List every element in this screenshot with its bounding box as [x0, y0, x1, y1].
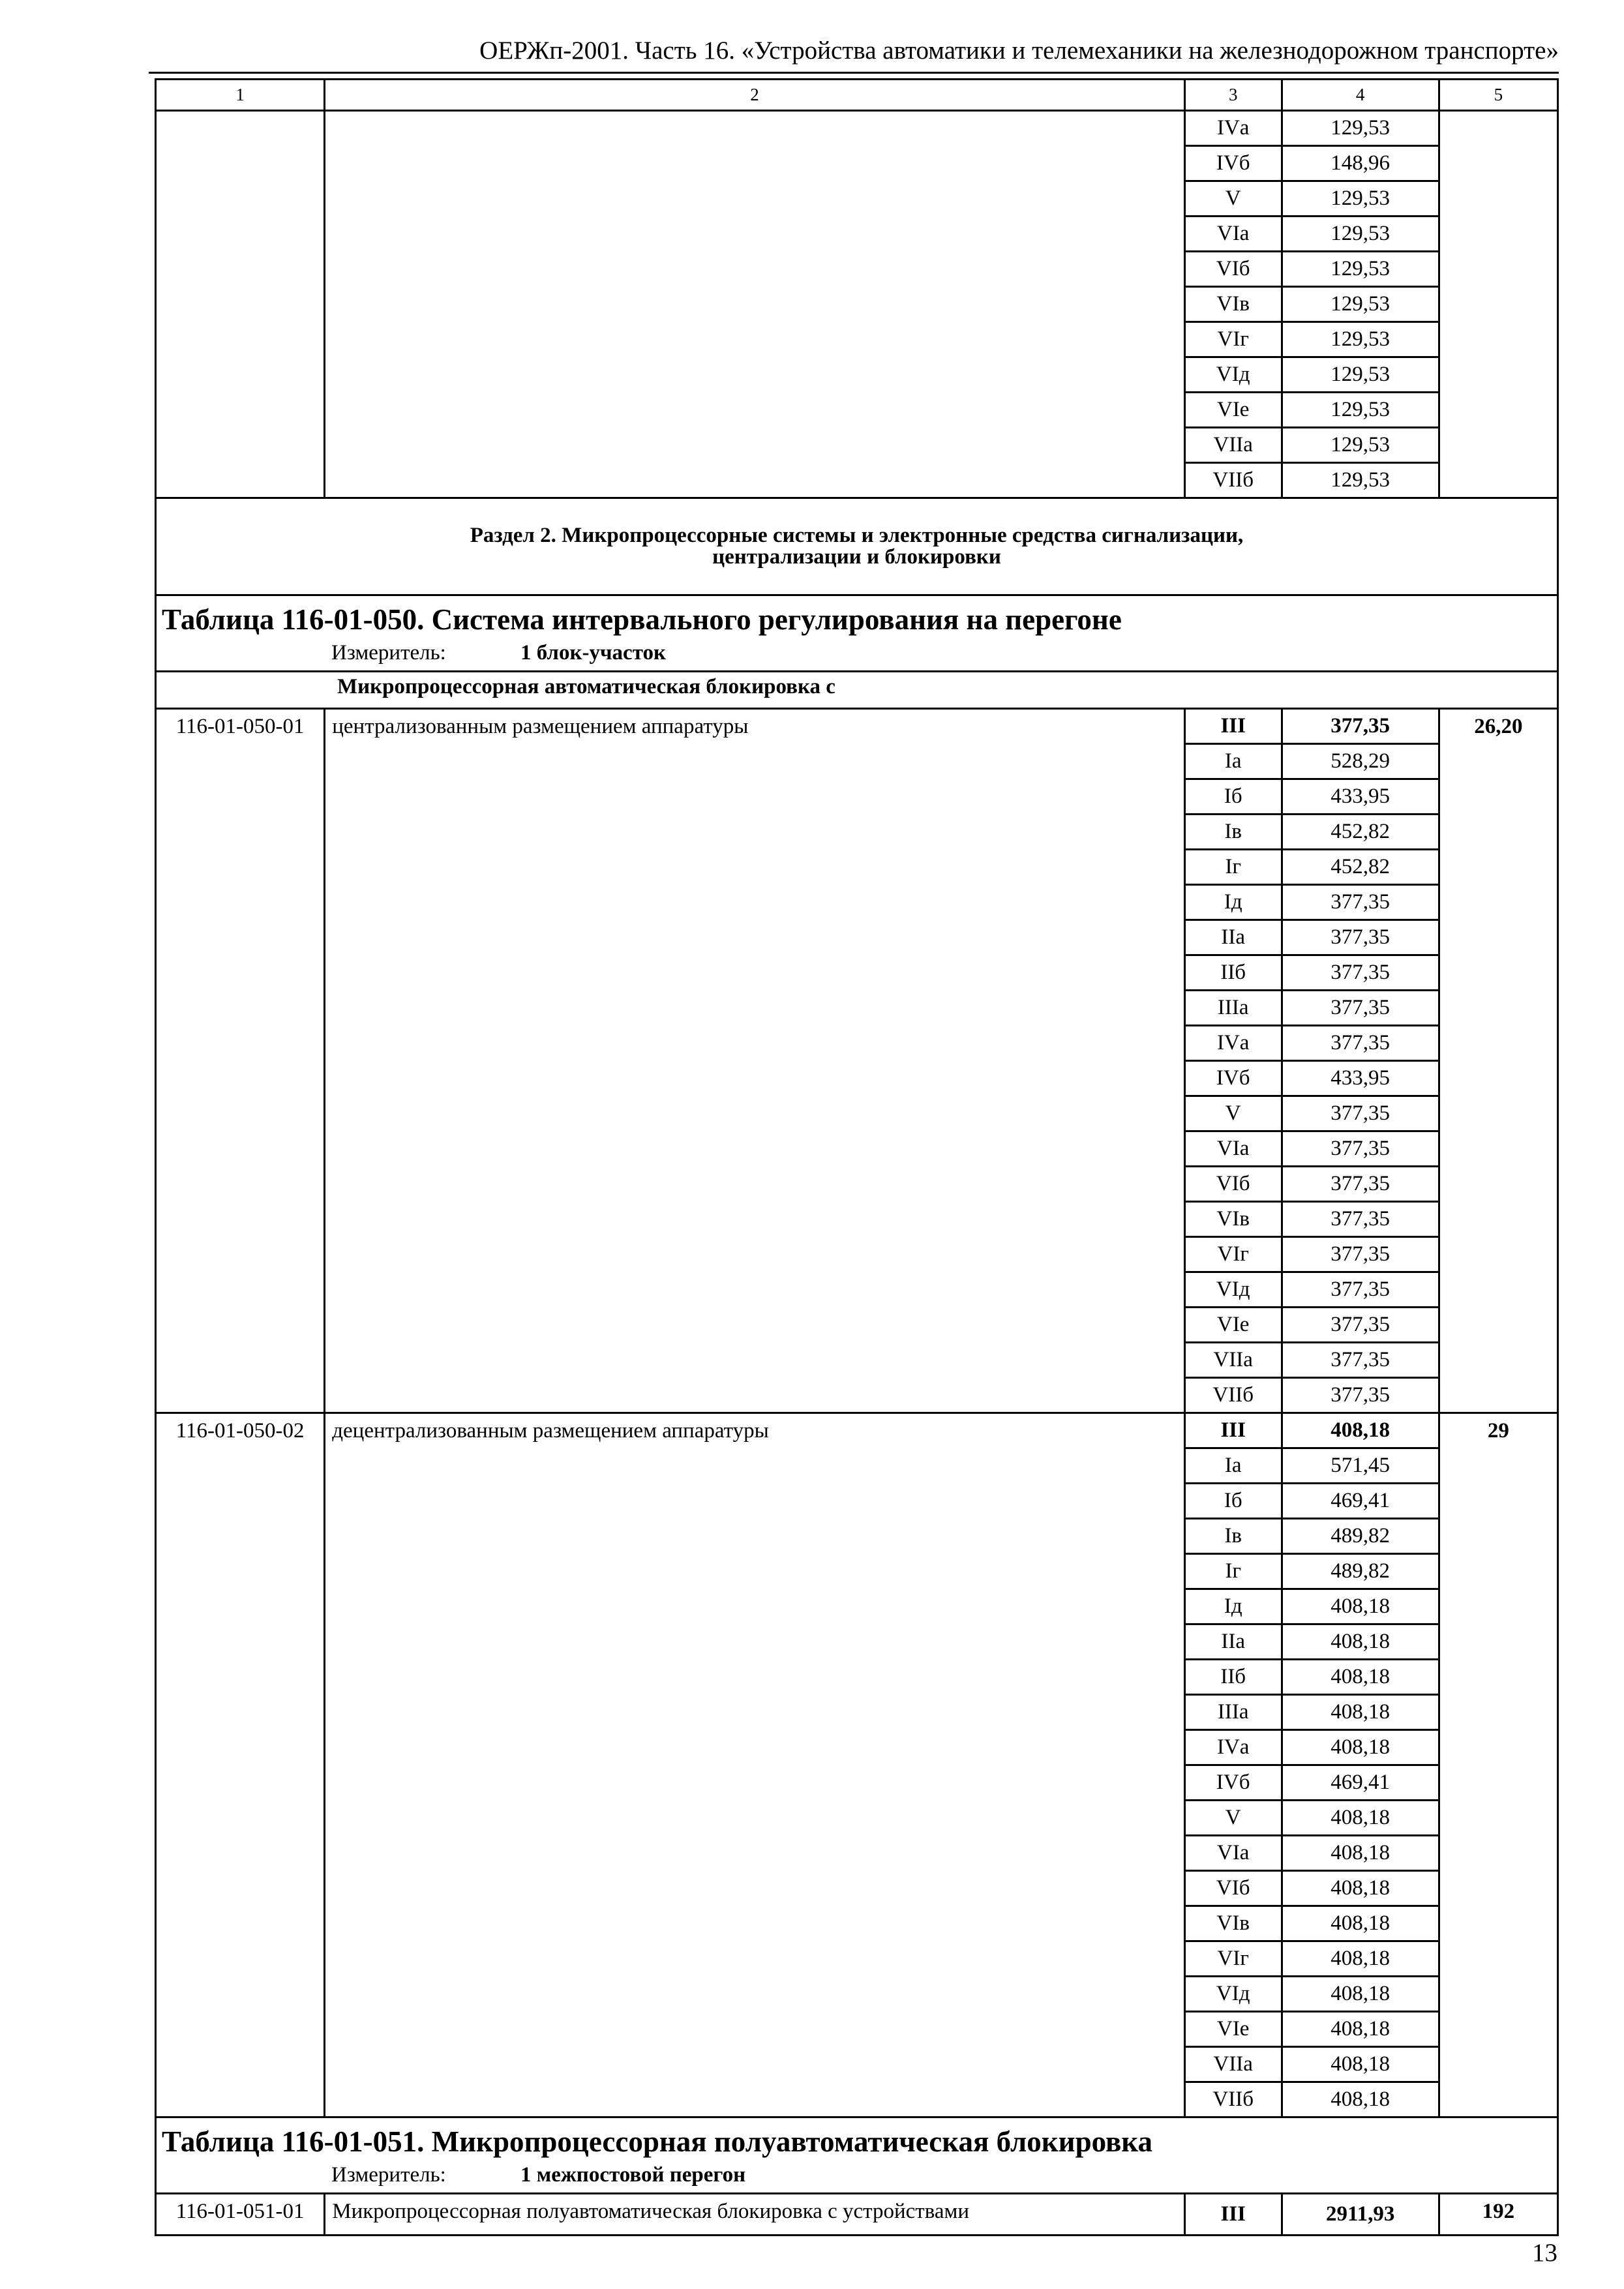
price-cell: 528,29 — [1282, 743, 1439, 779]
price-cell: 408,18 — [1282, 1941, 1439, 1976]
zone-cell: Iв — [1184, 1518, 1282, 1553]
price-cell: 377,35 — [1282, 708, 1439, 743]
zone-cell: IVа — [1184, 1729, 1282, 1765]
column-number: 3 — [1184, 80, 1282, 111]
zone-cell: VIIб — [1184, 1377, 1282, 1413]
description-cell: централизованным размещением аппаратуры — [325, 708, 1185, 1413]
table-row — [156, 1413, 1558, 1448]
zone-cell: IVа — [1184, 1025, 1282, 1060]
table-title: Таблица 116-01-051. Микропроцессорная полуавтоматическая блокировка — [162, 2125, 1153, 2158]
col5-cell: 192 — [1439, 2193, 1557, 2235]
zone-cell: Iб — [1184, 1483, 1282, 1518]
table-050-heading — [156, 595, 1558, 672]
price-cell: 377,35 — [1282, 1166, 1439, 1201]
zone-cell: IIIа — [1184, 990, 1282, 1025]
price-cell: 129,53 — [1282, 252, 1439, 287]
price-cell: 452,82 — [1282, 814, 1439, 849]
description-cell: децентрализованным размещением аппаратуры — [325, 1413, 1185, 2117]
description-cell — [325, 111, 1185, 498]
zone-cell: VIв — [1184, 287, 1282, 322]
zone-cell: Iа — [1184, 743, 1282, 779]
code-cell: 116-01-050-01 — [156, 708, 325, 1413]
unit-of-measure — [162, 640, 1557, 666]
price-cell: 377,35 — [1282, 1307, 1439, 1342]
page-number: 13 — [1532, 2239, 1557, 2267]
table-051-heading-row — [156, 2117, 1558, 2193]
column-number: 5 — [1439, 80, 1557, 111]
zone-cell: V — [1184, 181, 1282, 217]
price-cell: 377,35 — [1282, 1201, 1439, 1236]
unit-value: 1 блок-участок — [520, 641, 666, 665]
zone-cell: VIа — [1184, 217, 1282, 252]
zone-cell: IIб — [1184, 1659, 1282, 1694]
code-cell: 116-01-050-02 — [156, 1413, 325, 2117]
price-cell: 408,18 — [1282, 1659, 1439, 1694]
zone-cell: IIб — [1184, 955, 1282, 990]
unit-of-measure — [162, 2162, 1557, 2189]
price-cell: 469,41 — [1282, 1765, 1439, 1800]
price-cell: 377,35 — [1282, 1377, 1439, 1413]
price-cell: 408,18 — [1282, 1976, 1439, 2011]
zone-cell: VIв — [1184, 1906, 1282, 1941]
price-cell: 408,18 — [1282, 2082, 1439, 2117]
zone-cell: Iв — [1184, 814, 1282, 849]
price-cell: 129,53 — [1282, 463, 1439, 498]
zone-cell: Iд — [1184, 1589, 1282, 1624]
zone-cell: Iд — [1184, 884, 1282, 920]
price-cell: 129,53 — [1282, 111, 1439, 146]
col5-cell — [1439, 111, 1557, 498]
zone-cell: VIе — [1184, 1307, 1282, 1342]
zone-cell: VIIб — [1184, 463, 1282, 498]
col5-cell: 26,20 — [1439, 708, 1557, 1413]
section-heading-line1: Раздел 2. Микропроцессорные системы и электронные средства сигнализации, — [470, 524, 1244, 547]
unit-label: Измеритель: — [331, 2163, 446, 2187]
zone-cell: III — [1184, 2193, 1282, 2235]
unit-value: 1 межпостовой перегон — [520, 2163, 746, 2187]
zone-cell: III — [1184, 1413, 1282, 1448]
zone-cell: Iа — [1184, 1448, 1282, 1483]
zone-cell: VIб — [1184, 1870, 1282, 1906]
zone-cell: IIа — [1184, 920, 1282, 955]
header-rule — [149, 72, 1559, 74]
price-cell: 433,95 — [1282, 779, 1439, 814]
zone-cell: III — [1184, 708, 1282, 743]
price-cell: 408,18 — [1282, 2046, 1439, 2082]
price-cell: 129,53 — [1282, 357, 1439, 393]
rates-table-body — [156, 80, 1558, 2236]
price-cell: 571,45 — [1282, 1448, 1439, 1483]
subheading: Микропроцессорная автоматическая блокировка с — [156, 671, 1558, 708]
subheading-row — [156, 671, 1558, 708]
price-cell: 408,18 — [1282, 1800, 1439, 1835]
unit-label: Измеритель: — [331, 641, 446, 665]
price-cell: 148,96 — [1282, 146, 1439, 181]
code-cell: 116-01-051-01 — [156, 2193, 325, 2235]
price-cell: 408,18 — [1282, 1835, 1439, 1870]
price-cell: 377,35 — [1282, 1096, 1439, 1131]
price-cell: 489,82 — [1282, 1553, 1439, 1589]
zone-cell: VIIа — [1184, 1342, 1282, 1377]
description-cell: Микропроцессорная полуавтоматическая блокировка с устройствами — [325, 2193, 1185, 2235]
section-heading-line2: централизации и блокировки — [712, 545, 1001, 569]
table-row — [156, 111, 1558, 146]
zone-cell: VIд — [1184, 1976, 1282, 2011]
running-header: ОЕРЖп-2001. Часть 16. «Устройства автоматики и телемеханики на железнодорожном транспорте» — [479, 37, 1559, 65]
price-cell: 377,35 — [1282, 1272, 1439, 1307]
column-number: 4 — [1282, 80, 1439, 111]
zone-cell: VIе — [1184, 393, 1282, 428]
price-cell: 377,35 — [1282, 884, 1439, 920]
zone-cell: VIб — [1184, 1166, 1282, 1201]
zone-cell: VIIа — [1184, 428, 1282, 463]
column-number-row — [156, 80, 1558, 111]
price-cell: 408,18 — [1282, 1906, 1439, 1941]
rates-table — [155, 78, 1559, 2236]
zone-cell: Iг — [1184, 1553, 1282, 1589]
price-cell: 129,53 — [1282, 217, 1439, 252]
code-cell — [156, 111, 325, 498]
table-row — [156, 708, 1558, 743]
price-cell: 377,35 — [1282, 920, 1439, 955]
price-cell: 408,18 — [1282, 1870, 1439, 1906]
zone-cell: Iг — [1184, 849, 1282, 884]
zone-cell: VIд — [1184, 1272, 1282, 1307]
price-cell: 408,18 — [1282, 2011, 1439, 2046]
zone-cell: V — [1184, 1800, 1282, 1835]
zone-cell: VIв — [1184, 1201, 1282, 1236]
zone-cell: IVб — [1184, 146, 1282, 181]
zone-cell: V — [1184, 1096, 1282, 1131]
zone-cell: VIд — [1184, 357, 1282, 393]
price-cell: 377,35 — [1282, 1025, 1439, 1060]
zone-cell: IVб — [1184, 1765, 1282, 1800]
zone-cell: VIг — [1184, 1236, 1282, 1272]
zone-cell: IIIа — [1184, 1694, 1282, 1729]
price-cell: 129,53 — [1282, 322, 1439, 357]
price-cell: 469,41 — [1282, 1483, 1439, 1518]
section-heading — [156, 498, 1558, 595]
zone-cell: VIIа — [1184, 2046, 1282, 2082]
table-row — [156, 2193, 1558, 2235]
price-cell: 408,18 — [1282, 1729, 1439, 1765]
price-cell: 2911,93 — [1282, 2193, 1439, 2235]
price-cell: 129,53 — [1282, 181, 1439, 217]
price-cell: 377,35 — [1282, 1236, 1439, 1272]
table-title: Таблица 116-01-050. Система интервального регулирования на перегоне — [162, 603, 1122, 636]
column-number: 2 — [325, 80, 1185, 111]
zone-cell: IIа — [1184, 1624, 1282, 1659]
price-cell: 377,35 — [1282, 1131, 1439, 1166]
price-cell: 377,35 — [1282, 955, 1439, 990]
zone-cell: VIа — [1184, 1131, 1282, 1166]
price-cell: 489,82 — [1282, 1518, 1439, 1553]
column-number: 1 — [156, 80, 325, 111]
zone-cell: VIб — [1184, 252, 1282, 287]
section-heading-row — [156, 498, 1558, 595]
zone-cell: VIа — [1184, 1835, 1282, 1870]
zone-cell: IVб — [1184, 1060, 1282, 1096]
price-cell: 129,53 — [1282, 393, 1439, 428]
zone-cell: VIг — [1184, 1941, 1282, 1976]
price-cell: 377,35 — [1282, 990, 1439, 1025]
zone-cell: VIIб — [1184, 2082, 1282, 2117]
zone-cell: VIг — [1184, 322, 1282, 357]
price-cell: 408,18 — [1282, 1624, 1439, 1659]
price-cell: 408,18 — [1282, 1589, 1439, 1624]
zone-cell: Iб — [1184, 779, 1282, 814]
price-cell: 377,35 — [1282, 1342, 1439, 1377]
table-051-heading — [156, 2117, 1558, 2193]
zone-cell: VIе — [1184, 2011, 1282, 2046]
price-cell: 408,18 — [1282, 1694, 1439, 1729]
col5-cell: 29 — [1439, 1413, 1557, 2117]
table-050-heading-row — [156, 595, 1558, 672]
price-cell: 129,53 — [1282, 287, 1439, 322]
price-cell: 408,18 — [1282, 1413, 1439, 1448]
price-cell: 129,53 — [1282, 428, 1439, 463]
price-cell: 433,95 — [1282, 1060, 1439, 1096]
price-cell: 452,82 — [1282, 849, 1439, 884]
zone-cell: IVа — [1184, 111, 1282, 146]
